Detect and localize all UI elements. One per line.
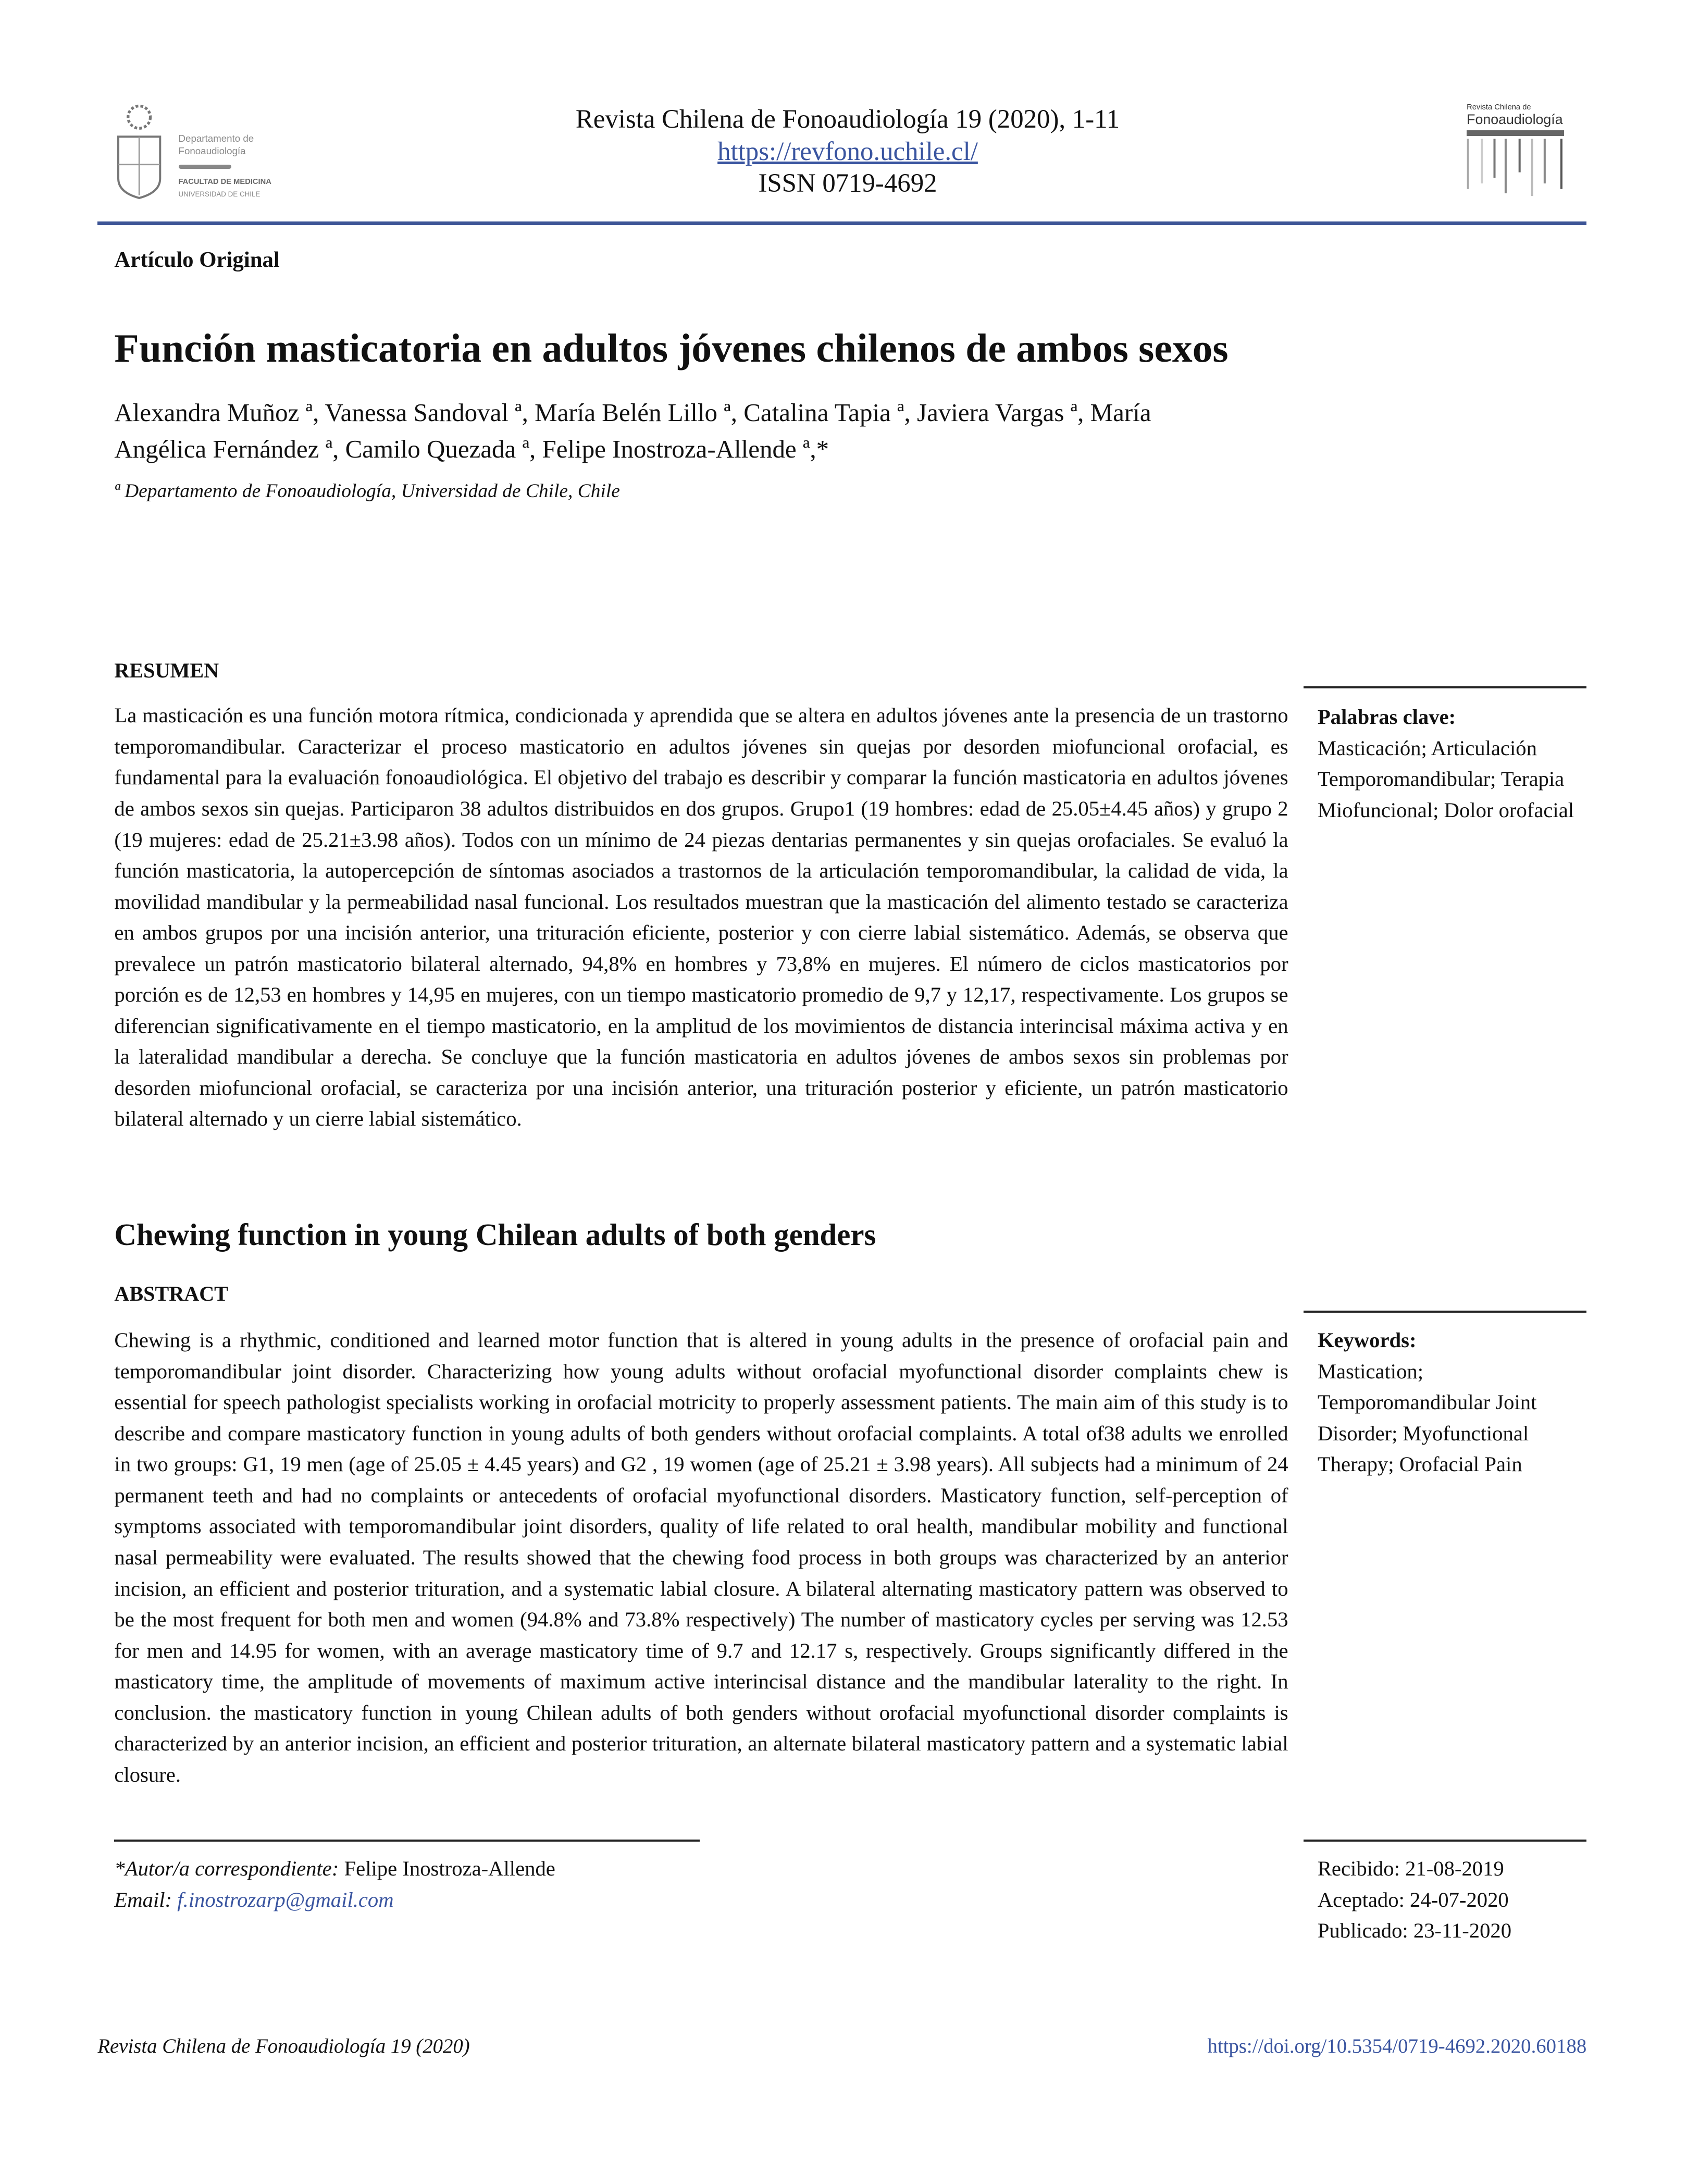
barcode-lines-icon xyxy=(1467,136,1567,198)
palabras-clave-label: Palabras clave: xyxy=(1317,705,1456,729)
correspondence-rule xyxy=(114,1840,700,1842)
date-published: Publicado: 23-11-2020 xyxy=(1317,1919,1512,1943)
date-accepted: Aceptado: 24-07-2020 xyxy=(1317,1887,1509,1911)
logo-text-fono: Fonoaudiología xyxy=(178,145,246,157)
issn: ISSN 0719-4692 xyxy=(758,168,937,198)
resumen-text: La masticación es una función motora rítmica, condicionada y aprendida que se altera en adultos jóvenes ante la presencia de un trastorno temporomandibular. Caracterizar el proceso masticatorio en adultos jóvenes sin quejas por desorden miofuncional orofacial, es fundamental para la evaluación fonoaudiológica. El objetivo del trabajo es describir y comparar la función masticatoria en adultos jóvenes de ambos sexos sin quejas. Participaron 38 adultos distribuidos en dos grupos. Grupo1 (19 hombres: edad de 25.05±4.45 años) y grupo 2 (19 mujeres: edad de 25.21±3.98 años). Todos con un mínimo de 24 piezas dentarias permanentes y sin quejas orofaciales. Se evaluó la función masticatoria, la autopercepción de síntomas asociados a trastornos de la articulación temporomandibular, la calidad de vida, la movilidad mandibular y la permeabilidad nasal funcional. Los resultados muestran que la masticación del alimento testado se caracteriza en ambos grupos por una incisión anterior, una trituración eficiente, posterior y con cierre labial sistemático. Además, se observa que prevalece un patrón masticatorio bilateral alternado, 94,8% en hombres y 73,8% en mujeres. El número de ciclos masticatorios por porción es de 12,53 en hombres y 14,95 en mujeres, con un tiempo masticatorio promedio de 9,7 y 12,17, respectivamente. Los grupos se diferencian significativamente en el tiempo masticatorio, en la amplitud de los movimientos de distancia interincisal máxima activa y en la lateralidad mandibular a derecha. Se concluye que la función masticatoria en adultos jóvenes de ambos sexos sin problemas por desorden miofuncional orofacial, se caracteriza por una incisión anterior, una trituración posterior y eficiente, un patrón masticatorio bilateral alternado y un cierre labial sistemático. xyxy=(114,704,1288,1131)
faculty-logo xyxy=(114,103,275,204)
palabras-clave xyxy=(1318,701,1582,825)
crest-icon xyxy=(114,103,177,201)
keywords-rule-en xyxy=(1304,1311,1586,1313)
abstract-heading: ABSTRACT xyxy=(114,1282,228,1306)
authors-line-1: Alexandra Muñoz ª, Vanessa Sandoval ª, María Belén Lillo ª, Catalina Tapia ª, Javiera Vargas ª, María xyxy=(114,398,1151,427)
journal-citation: Revista Chilena de Fonoaudiología 19 (2020), 1-11 xyxy=(575,104,1120,134)
footer-journal: Revista Chilena de Fonoaudiología 19 (2020) xyxy=(97,2035,470,2058)
article-title: Función masticatoria en adultos jóvenes chilenos de ambos sexos xyxy=(114,325,1229,371)
journal-logo xyxy=(1467,103,1571,204)
palabras-clave-list: Masticación; Articulación Temporomandibular; Terapia Miofuncional; Dolor orofacial xyxy=(1317,736,1574,822)
correspondence-name: Felipe Inostroza-Allende xyxy=(344,1857,555,1881)
abstract-text: Chewing is a rhythmic, conditioned and learned motor function that is altered in young adults in the presence of orofacial pain and temporomandibular joint disorder. Characterizing how young adults without orofacial myofunctional disorder complaints chew is essential for speech pathologist specialists working in orofacial motricity to properly assessment patients. The main aim of this study is to describe and compare masticatory function in young adults of both genders without orofacial complaints. A total of38 adults we enrolled in two groups: G1, 19 men (age of 25.05 ± 4.45 years) and G2 , 19 women (age of 25.21 ± 3.98 years). All subjects had a minimum of 24 permanent teeth and had no complaints or antecedents of orofacial myofunctional disorders. Masticatory function, self-perception of symptoms associated with temporomandibular joint disorders, quality of life related to oral health, mandibular mobility and functional nasal permeability were evaluated. The results showed that the chewing food process in both groups was characterized by an anterior incision, an efficient and posterior trituration, and a systematic labial closure. A bilateral alternating masticatory pattern was observed to be the most frequent for both men and women (94.8% and 73.8% respectively) The number of masticatory cycles per serving was 12.53 for men and 14.95 for women, with an average masticatory time of 9.7 and 12.17 s, respectively. Groups significantly differed in the masticatory time, the amplitude of movements of maximum active interincisal distance and the mandibular laterality to the right. In conclusion. the masticatory function in young Chilean adults of both genders without orofacial myofunctional disorder complaints is characterized by an anterior incision, an efficient and posterior trituration, an alternate bilateral masticatory pattern and a systematic labial closure. xyxy=(114,1328,1288,1786)
date-received: Recibido: 21-08-2019 xyxy=(1317,1857,1504,1881)
resumen-heading: RESUMEN xyxy=(114,659,219,683)
dates xyxy=(1318,1853,1582,1946)
authors xyxy=(114,394,1151,467)
correspondence-label: *Autor/a correspondiente: xyxy=(114,1857,339,1881)
affiliation: ª Departamento de Fonoaudiología, Universidad de Chile, Chile xyxy=(114,480,620,502)
dates-rule xyxy=(1304,1840,1586,1842)
journal-header xyxy=(418,103,1277,200)
keywords xyxy=(1318,1325,1582,1480)
journal-logo-line2: Fonoaudiología xyxy=(1467,112,1563,128)
authors-line-2: Angélica Fernández ª, Camilo Quezada ª, Felipe Inostroza-Allende ª,* xyxy=(114,434,829,463)
journal-logo-line1: Revista Chilena de xyxy=(1467,103,1531,112)
logo-text-university: UNIVERSIDAD DE CHILE xyxy=(178,190,261,199)
header-rule xyxy=(97,221,1586,225)
correspondence xyxy=(114,1853,555,1915)
email-label: Email: xyxy=(114,1887,172,1911)
email-link[interactable]: f.inostrozarp@gmail.com xyxy=(177,1887,394,1911)
english-title: Chewing function in young Chilean adults of both genders xyxy=(114,1218,876,1252)
doi-link[interactable]: https://doi.org/10.5354/0719-4692.2020.60188 xyxy=(1207,2035,1587,2058)
logo-text-faculty: FACULTAD DE MEDICINA xyxy=(178,178,271,187)
article-type: Artículo Original xyxy=(114,247,280,272)
logo-text-dept: Departamento de xyxy=(178,133,254,144)
keywords-rule xyxy=(1304,686,1586,688)
keywords-list: Mastication; Temporomandibular Joint Disorder; Myofunctional Therapy; Orofacial Pain xyxy=(1317,1359,1537,1476)
journal-url-link[interactable]: https://revfono.uchile.cl/ xyxy=(717,136,978,166)
keywords-label: Keywords: xyxy=(1317,1328,1417,1352)
